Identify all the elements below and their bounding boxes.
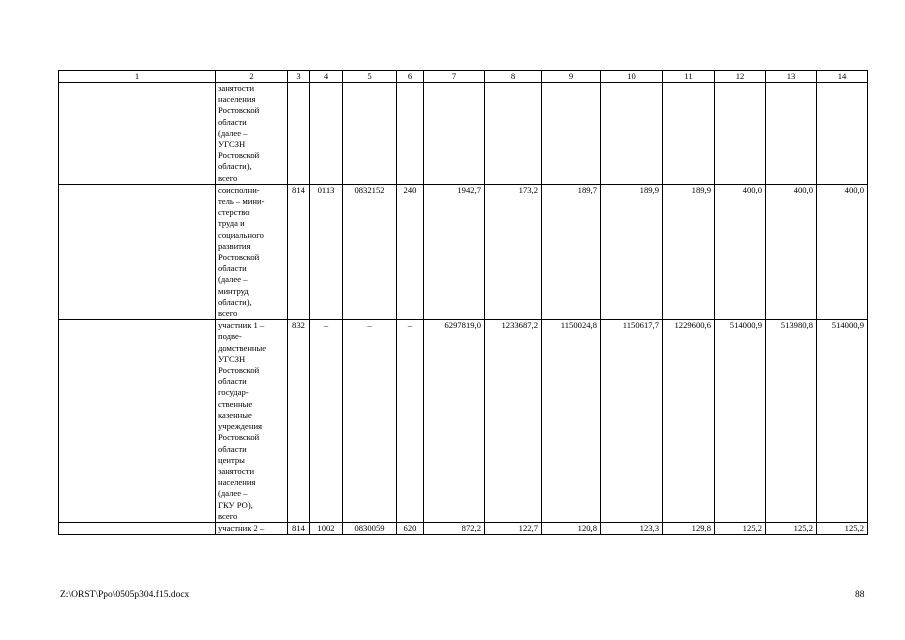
col-header-9: 9 — [542, 71, 601, 83]
cell-c14: 125,2 — [817, 522, 868, 534]
table-row — [59, 184, 868, 319]
column-number-row — [59, 71, 868, 83]
col-header-6: 6 — [397, 71, 424, 83]
cell-c8: 173,2 — [485, 184, 542, 319]
col-header-13: 13 — [766, 71, 817, 83]
col-header-1: 1 — [59, 71, 216, 83]
cell-c11: 189,9 — [663, 184, 715, 319]
col-header-14: 14 — [817, 71, 868, 83]
cell-c7: 872,2 — [424, 522, 485, 534]
cell-c5: 0830059 — [343, 522, 397, 534]
cell-c6: 620 — [397, 522, 424, 534]
row-label-cell: занятости населения Ростовской области (далее – УГСЗН Ростовской области), всего — [216, 83, 288, 185]
cell-c6: – — [397, 320, 424, 523]
cell-c13: 125,2 — [766, 522, 817, 534]
cell-c14: 400,0 — [817, 184, 868, 319]
cell-c7: 1942,7 — [424, 184, 485, 319]
col-header-12: 12 — [715, 71, 766, 83]
budget-table — [58, 70, 868, 535]
cell-c5: – — [343, 320, 397, 523]
cell-c3: 832 — [288, 320, 310, 523]
row-label-cell: соисполни- тель – мини- стерство труда и социального развития Ростовской области (далее – минтруд области), всего — [216, 184, 288, 319]
cell-c11: 129,8 — [663, 522, 715, 534]
cell-c12: 514000,9 — [715, 320, 766, 523]
cell-c14: 514000,9 — [817, 320, 868, 523]
cell-c13: 513980,8 — [766, 320, 817, 523]
table-row — [59, 522, 868, 534]
page-number: 88 — [855, 590, 865, 600]
cell-c4: – — [310, 320, 343, 523]
cell-c11: 1229600,6 — [663, 320, 715, 523]
cell-c4: 1002 — [310, 522, 343, 534]
col-header-5: 5 — [343, 71, 397, 83]
col-header-8: 8 — [485, 71, 542, 83]
cell-c6: 240 — [397, 184, 424, 319]
cell-c3: 814 — [288, 522, 310, 534]
col-header-7: 7 — [424, 71, 485, 83]
cell-c8: 122,7 — [485, 522, 542, 534]
row-label-cell: участник 2 – — [216, 522, 288, 534]
cell-c4: 0113 — [310, 184, 343, 319]
cell-c10: 189,9 — [601, 184, 663, 319]
cell-c5: 0832152 — [343, 184, 397, 319]
cell-c7: 6297819,0 — [424, 320, 485, 523]
cell-c9: 1150024,8 — [542, 320, 601, 523]
cell-c13: 400,0 — [766, 184, 817, 319]
row-label-cell: участник 1 – подве- домственные УГСЗН Ростовской области государ- ственные казенные учреждения Ростовской области центры занятости населения (далее – ГКУ РО), всего — [216, 320, 288, 523]
col-header-11: 11 — [663, 71, 715, 83]
col-header-3: 3 — [288, 71, 310, 83]
col-header-4: 4 — [310, 71, 343, 83]
col-header-10: 10 — [601, 71, 663, 83]
cell-c9: 120,8 — [542, 522, 601, 534]
cell-c9: 189,7 — [542, 184, 601, 319]
col-header-2: 2 — [216, 71, 288, 83]
file-path-footer: Z:\ORST\Ppo\0505p304.f15.docx — [60, 590, 190, 600]
cell-c12: 400,0 — [715, 184, 766, 319]
cell-c10: 1150617,7 — [601, 320, 663, 523]
table-row — [59, 83, 868, 185]
cell-c3: 814 — [288, 184, 310, 319]
table-row — [59, 320, 868, 523]
cell-c12: 125,2 — [715, 522, 766, 534]
cell-c10: 123,3 — [601, 522, 663, 534]
cell-c8: 1233687,2 — [485, 320, 542, 523]
